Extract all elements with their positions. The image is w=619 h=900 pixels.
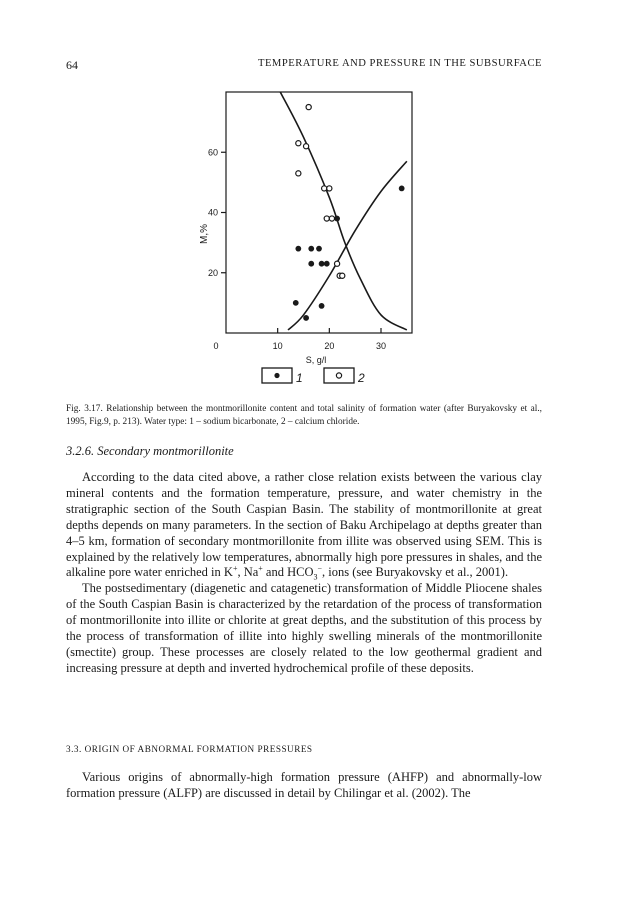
point-type-2-4 <box>322 186 327 191</box>
legend-open-marker <box>336 373 341 378</box>
point-type-1-9 <box>303 315 308 320</box>
fitted-curves <box>280 92 407 330</box>
y-tick-label-2: 60 <box>207 147 218 158</box>
point-type-2-2 <box>303 144 308 149</box>
running-title: TEMPERATURE AND PRESSURE IN THE SUBSURFACE <box>257 58 542 69</box>
paragraph-1-end: , ions (see Buryakovsky et al., 2001). <box>322 565 509 580</box>
legend <box>262 368 365 385</box>
sodium-charge: + <box>258 564 263 574</box>
section-heading-3-2-6: 3.2.6. Secondary montmorillonite <box>66 444 234 458</box>
point-type-1-0 <box>296 246 301 251</box>
x-tick-label-0: 0 <box>213 341 219 351</box>
x-axis-ticks <box>213 328 386 351</box>
page-header <box>66 58 542 72</box>
figure-caption: Fig. 3.17. Relationship between the montmorillonite content and total salinity of formation water (after Buryakovsky et al., 1995, Fig.9, p. 213). Water type: 1 – sodium bicarbonate, 2 – calcium chloride. <box>66 404 542 427</box>
point-type-1-10 <box>319 303 324 308</box>
legend-filled-marker <box>274 373 279 378</box>
legend-label-1: 1 <box>296 371 303 385</box>
point-type-1-6 <box>334 216 339 221</box>
point-type-2-5 <box>327 186 332 191</box>
point-type-1-5 <box>324 261 329 266</box>
point-type-2-1 <box>296 141 301 146</box>
bicarbonate-text: and HCO <box>265 565 314 580</box>
point-type-2-8 <box>334 261 339 266</box>
x-axis-label: S, g/l <box>305 355 327 365</box>
point-type-2-3 <box>296 171 301 176</box>
plot-frame <box>226 92 412 333</box>
figure-3-17-chart <box>180 80 440 390</box>
point-type-2-7 <box>329 216 334 221</box>
bicarbonate-subscript: 3 <box>313 572 318 582</box>
x-tick-label-1: 10 <box>272 341 283 351</box>
page-number: 64 <box>66 58 78 72</box>
curve-decreasing <box>280 92 407 330</box>
section-heading-3-3: 3.3. ORIGIN OF ABNORMAL FORMATION PRESSURES <box>66 744 313 754</box>
y-tick-label-0: 20 <box>207 267 218 278</box>
potassium-charge: + <box>232 564 238 574</box>
y-axis-ticks <box>208 147 226 278</box>
curve-increasing <box>288 161 407 330</box>
bicarbonate-charge: − <box>317 564 323 574</box>
section-3-2-6-body <box>66 470 542 677</box>
paragraph-3-3-1: Various origins of abnormally-high formation pressure (AHFP) and abnormally-low formation pressure (ALFP) are discussed in detail by Chilingar et al. (2002). The <box>66 770 542 800</box>
data-points <box>293 104 404 320</box>
point-type-2-6 <box>324 216 329 221</box>
point-type-1-8 <box>293 300 298 305</box>
paragraph-1-text: According to the data cited above, a rather close relation exists between the various clay mineral contents and the formation temperature, pressure, and water chemistry in the stratigraphic section of the South Caspian Basin. The stability of montmorillonite at great depths depends on many parameters. In the section of Baku Archipelago at depths greater than 4–5 km, formation of secondary montmorillonite from illite was observed using SEM. This is explained by the relatively low temperatures, abnormally high pore pressures in shales, and the alkaline pore water enriched in K <box>66 470 542 580</box>
section-3-3-body <box>66 770 542 802</box>
y-axis-label: M,% <box>199 224 210 244</box>
point-type-1-3 <box>309 261 314 266</box>
y-tick-label-1: 40 <box>207 207 218 218</box>
point-type-1-2 <box>316 246 321 251</box>
x-tick-label-2: 20 <box>324 341 335 351</box>
point-type-1-7 <box>399 186 404 191</box>
point-type-2-0 <box>306 104 311 109</box>
x-tick-label-3: 30 <box>375 341 387 351</box>
paragraph-1 <box>66 470 542 581</box>
point-type-2-10 <box>340 273 345 278</box>
sodium-text: , Na <box>237 565 259 580</box>
point-type-1-1 <box>309 246 314 251</box>
paragraph-2: The postsedimentary (diagenetic and catagenetic) transformation of Middle Pliocene shales of the South Caspian Basin is characterized by the retardation of the process of transformation of montmorillonite into illite or chlorite at great depths, and the substitution of this process by the process of transformation of illite into highly swelling minerals of the montmorillonite (smectite) group. These processes are closely related to the low geothermal gradient and increasing pressure at depth and inverted hydrochemical profile of these deposits. <box>66 581 542 675</box>
legend-label-2: 2 <box>358 371 365 385</box>
point-type-1-4 <box>319 261 324 266</box>
